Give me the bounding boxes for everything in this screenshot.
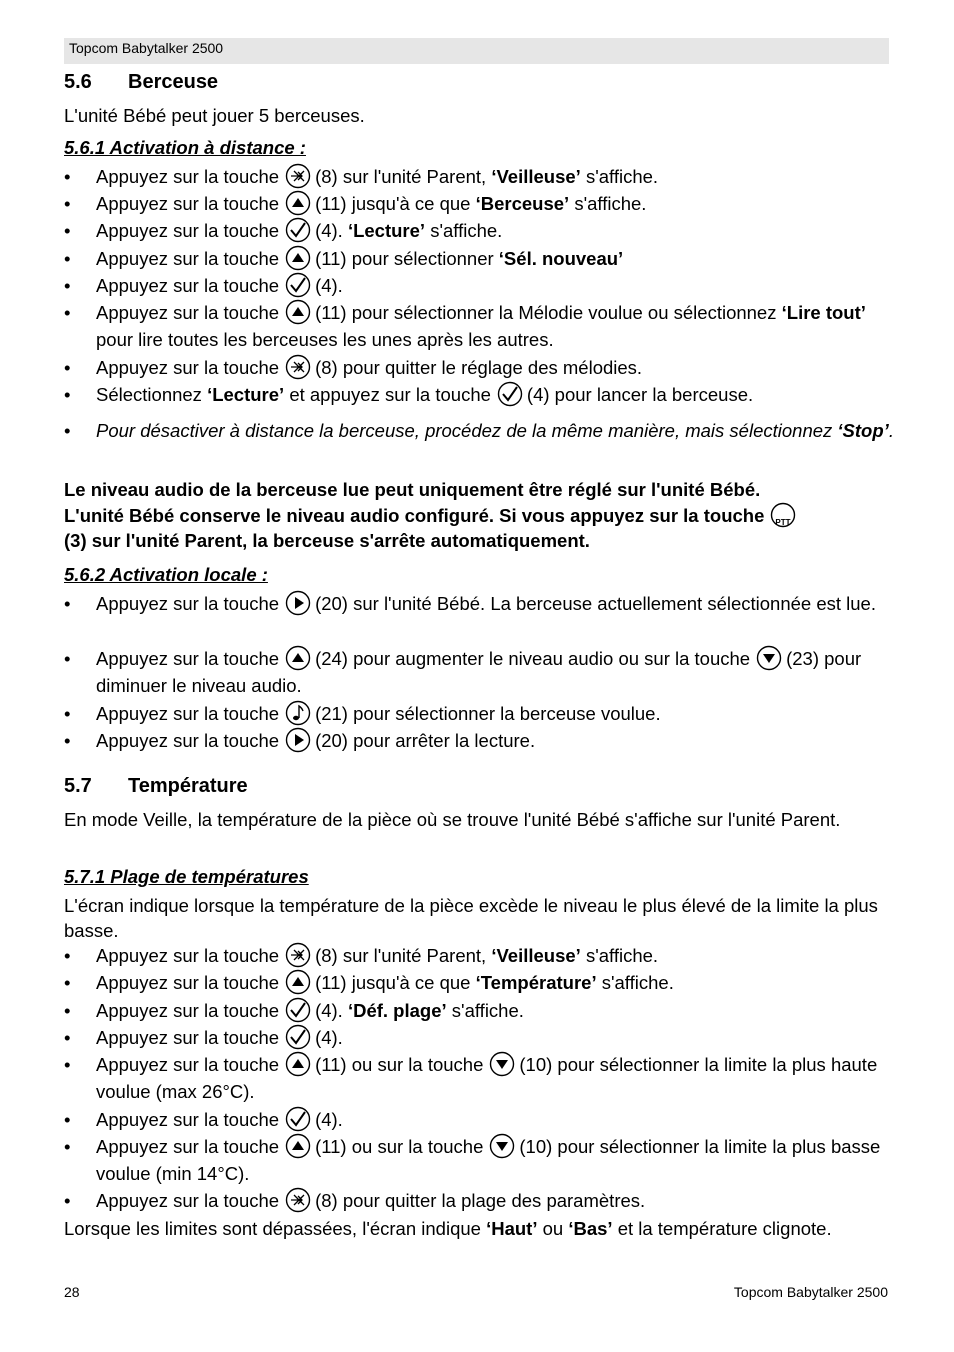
section-5-6-intro: L'unité Bébé peut jouer 5 berceuses. <box>64 105 365 126</box>
up-arrow-icon <box>285 190 311 216</box>
subsection-5-6-2: 5.6.2 Activation locale : <box>64 564 268 585</box>
checkmark-icon <box>285 1024 311 1050</box>
note-paragraph: Le niveau audio de la berceuse lue peut uniquement être réglé sur l'unité Bébé. L'unité Bébé conserve le niveau audio configuré. Si vous appuyez sur la touche PTT (3) sur l'unité Parent, la berceuse s'arrête automatiquement. <box>64 477 894 553</box>
up-arrow-icon <box>285 299 311 325</box>
down-arrow-icon <box>489 1051 515 1077</box>
list-item: • Appuyez sur la touche (11) jusqu'à ce que ‘Berceuse’ s'affiche. <box>64 190 894 217</box>
list-item: • Appuyez sur la touche (11) pour sélectionner la Mélodie voulue ou sélectionnez ‘Lire tout’ pour lire toutes les berceuses les unes après les autres. <box>64 299 894 353</box>
paragraph: L'écran indique lorsque la température de la pièce excède le niveau le plus élevé de la limite la plus basse. <box>64 895 878 941</box>
list-item: • Appuyez sur la touche (20) sur l'unité Bébé. La berceuse actuellement sélectionnée est lue. <box>64 590 894 617</box>
list-item: • Appuyez sur la touche (8) pour quitter la plage des paramètres. <box>64 1187 894 1214</box>
list-item: • Appuyez sur la touche (8) pour quitter le réglage des mélodies. <box>64 354 894 381</box>
music-note-icon <box>285 700 311 726</box>
up-arrow-icon <box>285 1133 311 1159</box>
section-5-7-heading: 5.7 Température <box>64 775 248 797</box>
header-title: Topcom Babytalker 2500 <box>69 40 224 56</box>
checkmark-icon <box>285 997 311 1023</box>
checkmark-icon <box>285 217 311 243</box>
list-item: • Appuyez sur la touche (11) pour sélectionner ‘Sél. nouveau’ <box>64 245 894 272</box>
section-5-6-heading: 5.6 Berceuse <box>64 71 219 93</box>
subsection-5-6-1: 5.6.1 Activation à distance : <box>64 137 306 158</box>
list-item: • Appuyez sur la touche (21) pour sélectionner la berceuse voulue. <box>64 700 894 727</box>
list-item: • Appuyez sur la touche (24) pour augmenter le niveau audio ou sur la touche (23) pour diminuer le niveau audio. <box>64 645 894 699</box>
list-item: • Appuyez sur la touche (4). <box>64 1024 894 1051</box>
page-header <box>64 38 889 64</box>
list-item: • Appuyez sur la touche (4). ‘Déf. plage’ s'affiche. <box>64 997 894 1024</box>
list-item: • Appuyez sur la touche (20) pour arrêter la lecture. <box>64 727 894 754</box>
list-item: • Appuyez sur la touche (8) sur l'unité Parent, ‘Veilleuse’ s'affiche. <box>64 163 894 190</box>
up-arrow-icon <box>285 1051 311 1077</box>
subsection-5-7-1: 5.7.1 Plage de températures <box>64 866 309 887</box>
list-item: • Appuyez sur la touche (4). ‘Lecture’ s'affiche. <box>64 217 894 244</box>
checkmark-icon <box>285 272 311 298</box>
page-number: 28 <box>64 1284 80 1300</box>
ptt-icon: PTT <box>770 502 796 528</box>
play-icon <box>285 590 311 616</box>
checkmark-icon <box>497 381 523 407</box>
down-arrow-icon <box>756 645 782 671</box>
list-item: • Pour désactiver à distance la berceuse, procédez de la même manière, mais sélectionnez ‘Stop’. <box>64 420 894 441</box>
list-item: • Appuyez sur la touche (11) ou sur la touche (10) pour sélectionner la limite la plus haute voulue (max 26°C). <box>64 1051 894 1105</box>
list-item: • Appuyez sur la touche (11) jusqu'à ce que ‘Température’ s'affiche. <box>64 969 894 996</box>
play-icon <box>285 727 311 753</box>
footer-title: Topcom Babytalker 2500 <box>733 1284 888 1300</box>
menu-icon <box>285 942 311 968</box>
menu-icon <box>285 163 311 189</box>
list-item: • Appuyez sur la touche (8) sur l'unité Parent, ‘Veilleuse’ s'affiche. <box>64 942 894 969</box>
up-arrow-icon <box>285 969 311 995</box>
section-5-7-intro: En mode Veille, la température de la pièce où se trouve l'unité Bébé s'affiche sur l'unité Parent. <box>64 809 841 830</box>
up-arrow-icon <box>285 645 311 671</box>
down-arrow-icon <box>489 1133 515 1159</box>
menu-icon <box>285 354 311 380</box>
closing-paragraph: Lorsque les limites sont dépassées, l'écran indique ‘Haut’ ou ‘Bas’ et la température clignote. <box>64 1218 832 1239</box>
list-item: • Appuyez sur la touche (11) ou sur la touche (10) pour sélectionner la limite la plus basse voulue (min 14°C). <box>64 1133 894 1187</box>
menu-icon <box>285 1187 311 1213</box>
list-item: • Appuyez sur la touche (4). <box>64 1106 894 1133</box>
list-item: • Appuyez sur la touche (4). <box>64 272 894 299</box>
checkmark-icon <box>285 1106 311 1132</box>
list-item: • Sélectionnez ‘Lecture’ et appuyez sur la touche (4) pour lancer la berceuse. <box>64 381 894 408</box>
up-arrow-icon <box>285 245 311 271</box>
